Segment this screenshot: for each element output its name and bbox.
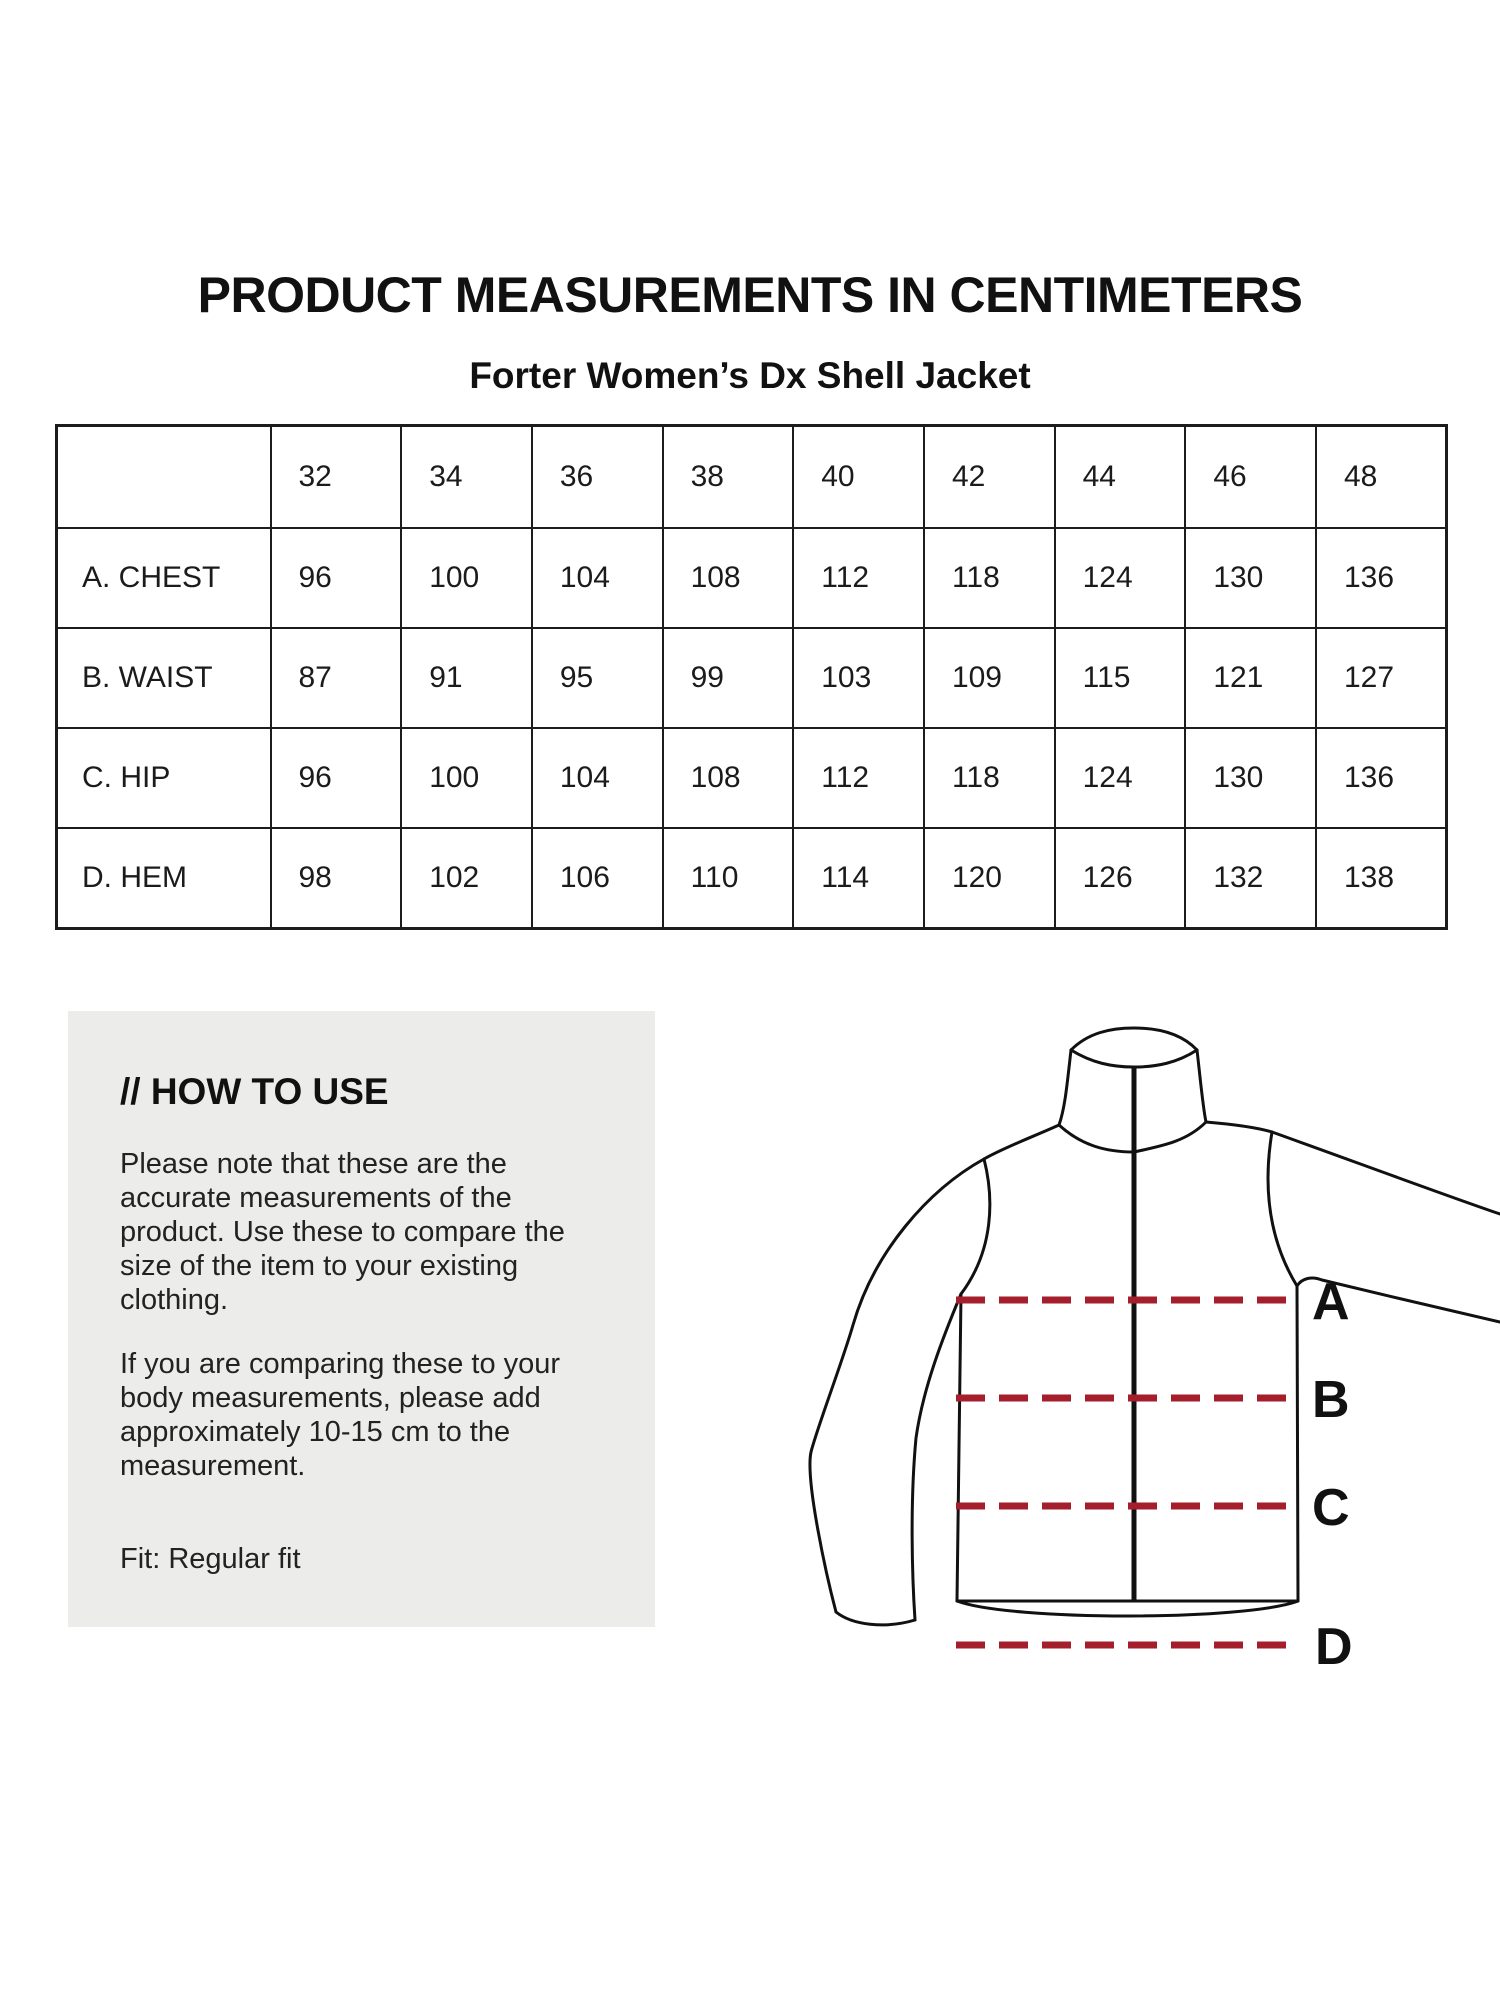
measurement-cell: 103	[793, 628, 924, 728]
jacket-diagram-svg	[780, 1000, 1500, 1700]
measurement-cell: 121	[1185, 628, 1316, 728]
left-shoulder	[984, 1125, 1059, 1159]
diagram-label-a: A	[1312, 1273, 1350, 1331]
right-sleeve-top-edge	[1272, 1132, 1500, 1214]
fit-note: Fit: Regular fit	[120, 1543, 301, 1575]
product-name: Forter Women’s Dx Shell Jacket	[469, 354, 1031, 396]
diagram-label-b: B	[1312, 1371, 1350, 1429]
measurement-cell: 108	[663, 528, 794, 628]
measurement-cell: 99	[663, 628, 794, 728]
measurement-cell: 127	[1316, 628, 1447, 728]
table-row-hem	[57, 828, 1447, 928]
row-label: B. WAIST	[57, 628, 271, 728]
measurement-cell: 104	[532, 528, 663, 628]
measurement-cell: 112	[793, 728, 924, 828]
size-column-header: 40	[793, 426, 924, 529]
right-armhole-seam	[1268, 1132, 1297, 1286]
measurement-cell: 124	[1055, 728, 1186, 828]
measurement-cell: 132	[1185, 828, 1316, 928]
measurement-cell: 130	[1185, 528, 1316, 628]
measurement-cell: 95	[532, 628, 663, 728]
left-sleeve-inner-edge	[912, 1294, 961, 1620]
measurement-cell: 104	[532, 728, 663, 828]
measurement-cell: 136	[1316, 728, 1447, 828]
measurement-cell: 98	[271, 828, 402, 928]
measurement-cell: 109	[924, 628, 1055, 728]
size-column-header: 48	[1316, 426, 1447, 529]
size-column-header: 34	[401, 426, 532, 529]
measurement-cell: 114	[793, 828, 924, 928]
how-to-use-paragraph-1: Please note that these are the accurate measurements of the product. Use these to compare the size of the item to your existing clothing.	[120, 1148, 565, 1316]
measurement-cell: 136	[1316, 528, 1447, 628]
table-row-chest	[57, 528, 1447, 628]
measurement-cell: 106	[532, 828, 663, 928]
measurement-cell: 124	[1055, 528, 1186, 628]
table-row-hip	[57, 728, 1447, 828]
collar-right-edge	[1197, 1050, 1206, 1122]
measurement-cell: 87	[271, 628, 402, 728]
measurement-cell: 138	[1316, 828, 1447, 928]
how-to-use-panel	[68, 1011, 655, 1627]
diagram-label-d: D	[1315, 1618, 1353, 1676]
size-column-header: 36	[532, 426, 663, 529]
page-title: PRODUCT MEASUREMENTS IN CENTIMETERS	[197, 266, 1303, 323]
size-column-header: 32	[271, 426, 402, 529]
measurement-cell: 108	[663, 728, 794, 828]
measurement-cell: 115	[1055, 628, 1186, 728]
collar-left-edge	[1059, 1050, 1071, 1125]
table-corner-cell	[57, 426, 271, 529]
measurement-cell: 112	[793, 528, 924, 628]
measurement-cell: 96	[271, 728, 402, 828]
measurement-cell: 118	[924, 528, 1055, 628]
row-label: A. CHEST	[57, 528, 271, 628]
left-cuff	[836, 1612, 915, 1625]
measurement-cell: 102	[401, 828, 532, 928]
collar-top-inner	[1071, 1050, 1197, 1067]
hem-curve	[957, 1601, 1298, 1616]
size-column-header: 42	[924, 426, 1055, 529]
left-armhole-seam	[961, 1159, 990, 1294]
size-column-header: 44	[1055, 426, 1186, 529]
size-column-header: 46	[1185, 426, 1316, 529]
measurement-cell: 91	[401, 628, 532, 728]
how-to-use-paragraph-2: If you are comparing these to your body measurements, please add approximately 10-15 cm to the measurement.	[120, 1348, 561, 1482]
measurement-cell: 126	[1055, 828, 1186, 928]
torso-left-edge	[957, 1294, 961, 1601]
row-label: C. HIP	[57, 728, 271, 828]
measurement-cell: 130	[1185, 728, 1316, 828]
measurement-cell: 118	[924, 728, 1055, 828]
measurement-cell: 96	[271, 528, 402, 628]
table-row-waist	[57, 628, 1447, 728]
measurement-cell: 100	[401, 728, 532, 828]
collar-top-outer	[1071, 1028, 1197, 1050]
measurement-cell: 100	[401, 528, 532, 628]
how-to-use-heading: // HOW TO USE	[120, 1071, 389, 1112]
measurement-cell: 120	[924, 828, 1055, 928]
jacket-diagram	[780, 1000, 1500, 1700]
row-label: D. HEM	[57, 828, 271, 928]
size-header-row	[57, 426, 1447, 529]
right-shoulder	[1206, 1122, 1272, 1132]
size-column-header: 38	[663, 426, 794, 529]
torso-right-edge	[1297, 1286, 1298, 1601]
measurements-table	[55, 424, 1448, 930]
diagram-label-c: C	[1312, 1479, 1350, 1537]
measurement-cell: 110	[663, 828, 794, 928]
